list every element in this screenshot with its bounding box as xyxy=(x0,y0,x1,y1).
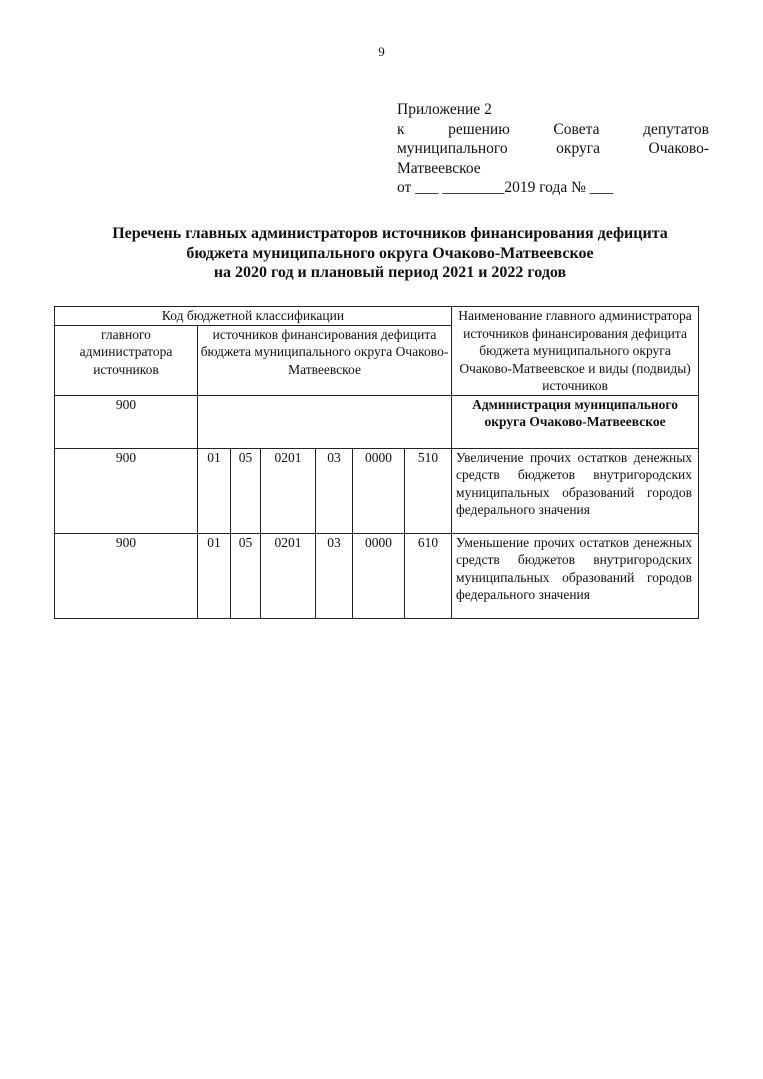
title-line-1: Перечень главных администраторов источников финансирования дефицита xyxy=(112,225,668,242)
header-sources: источников финансирования дефицита бюджета муниципального округа Очаково-Матвеевское xyxy=(198,325,452,395)
code-subtype: 0000 xyxy=(353,533,405,618)
appendix-title: Приложение 2 xyxy=(397,101,492,118)
source-name: Уменьшение прочих остатков денежных средств бюджетов внутригородских муниципальных образований городов федерального значения xyxy=(452,533,699,618)
appendix-district-end: Матвеевское xyxy=(397,159,481,177)
header-admin: главного администратора источников xyxy=(55,325,198,395)
title-line-3: на 2020 год и плановый период 2021 и 2022 годов xyxy=(213,264,567,281)
table-row xyxy=(55,533,699,618)
header-row-1 xyxy=(55,307,699,326)
page-number: 9 xyxy=(378,44,385,59)
title-line-2: бюджета муниципального округа Очаково-Матвеевское xyxy=(186,244,594,262)
appendix-block xyxy=(397,100,709,198)
header-name: Наименование главного администратора источников финансирования дефицита бюджета муниципального округа Очаково-Матвеевское и виды (подвиды) источников xyxy=(452,307,699,396)
admin-code: 900 xyxy=(55,533,198,618)
budget-sources-table xyxy=(54,306,699,619)
header-classification: Код бюджетной классификации xyxy=(55,307,452,326)
code-subtype: 0000 xyxy=(353,448,405,533)
code-article: 0201 xyxy=(261,533,316,618)
code-operation: 510 xyxy=(405,448,452,533)
table-row xyxy=(55,448,699,533)
org-empty-codes xyxy=(198,395,452,448)
org-name: Администрация муниципального округа Очаково-Матвеевское xyxy=(452,395,699,448)
appendix-district: муниципального округа Очаково- xyxy=(397,140,709,157)
source-name: Увеличение прочих остатков денежных средств бюджетов внутригородских муниципальных образований городов федерального значения xyxy=(452,448,699,533)
org-admin-code: 900 xyxy=(55,395,198,448)
code-group: 01 xyxy=(198,533,231,618)
code-subgroup: 05 xyxy=(231,533,261,618)
code-element: 03 xyxy=(316,533,353,618)
code-operation: 610 xyxy=(405,533,452,618)
code-article: 0201 xyxy=(261,448,316,533)
code-subgroup: 05 xyxy=(231,448,261,533)
appendix-decision: к решению Совета депутатов xyxy=(397,120,709,138)
admin-code: 900 xyxy=(55,448,198,533)
table-row-org xyxy=(55,395,699,448)
appendix-date: от ___ ________2019 года № ___ xyxy=(397,179,614,196)
document-title xyxy=(40,224,740,283)
code-group: 01 xyxy=(198,448,231,533)
code-element: 03 xyxy=(316,448,353,533)
